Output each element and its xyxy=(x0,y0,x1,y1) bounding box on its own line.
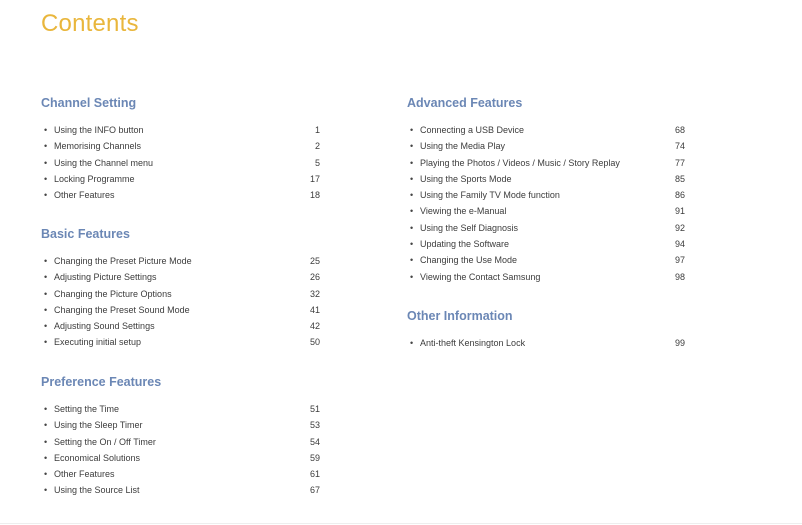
toc-entry[interactable] xyxy=(41,334,321,350)
toc-entry-page[interactable]: 53 xyxy=(309,420,320,431)
toc-entry[interactable] xyxy=(41,187,321,203)
toc-list xyxy=(41,401,321,499)
section-heading: Basic Features xyxy=(41,227,130,241)
toc-entry[interactable] xyxy=(41,155,321,171)
toc-entry[interactable] xyxy=(41,253,321,269)
section-other-information xyxy=(407,308,685,348)
toc-entry-page[interactable]: 26 xyxy=(309,272,320,283)
bullet-icon: • xyxy=(44,157,48,168)
toc-entry-label[interactable]: Executing initial setup xyxy=(54,337,142,348)
toc-entry-label[interactable]: Using the Media Play xyxy=(420,141,506,152)
toc-entry-label[interactable]: Setting the Time xyxy=(54,404,120,414)
toc-entry-page[interactable]: 1 xyxy=(314,125,320,135)
toc-entry-page[interactable]: 86 xyxy=(674,190,685,201)
toc-entry-label[interactable]: Adjusting Sound Settings xyxy=(54,321,155,332)
toc-list xyxy=(407,335,687,351)
bullet-icon: • xyxy=(44,337,48,348)
bullet-icon: • xyxy=(44,125,48,135)
toc-entry-label[interactable]: Using the Sleep Timer xyxy=(54,420,143,431)
toc-entry-label[interactable]: Changing the Preset Picture Mode xyxy=(54,256,192,266)
toc-list xyxy=(41,253,321,351)
section-basic-features xyxy=(41,226,320,348)
toc-entry[interactable] xyxy=(407,220,687,236)
bullet-icon: • xyxy=(44,485,48,496)
bullet-icon: • xyxy=(410,190,414,201)
bullet-icon: • xyxy=(44,420,48,431)
toc-entry-page[interactable]: 41 xyxy=(309,304,320,315)
toc-entry-label[interactable]: Other Features xyxy=(54,190,115,201)
toc-entry-page[interactable]: 98 xyxy=(674,271,685,282)
bullet-icon: • xyxy=(410,255,414,266)
toc-entry-page[interactable]: 5 xyxy=(314,157,320,168)
toc-entry[interactable] xyxy=(41,122,321,138)
toc-entry-label[interactable]: Playing the Photos / Videos / Music / Story Replay xyxy=(420,157,620,168)
toc-entry-page[interactable]: 25 xyxy=(309,256,320,266)
toc-entry[interactable] xyxy=(407,171,687,187)
toc-entry[interactable] xyxy=(407,335,687,351)
toc-entry-label[interactable]: Changing the Use Mode xyxy=(420,255,518,266)
bullet-icon: • xyxy=(410,206,414,217)
bullet-icon: • xyxy=(44,173,48,184)
bullet-icon: • xyxy=(410,125,414,135)
toc-entry-page[interactable]: 74 xyxy=(674,141,685,152)
toc-list xyxy=(41,122,321,203)
toc-entry-label[interactable]: Changing the Preset Sound Mode xyxy=(54,304,190,315)
section-heading: Preference Features xyxy=(41,375,162,389)
toc-entry-page[interactable]: 68 xyxy=(674,125,685,135)
toc-entry[interactable] xyxy=(41,450,321,466)
toc-entry-label[interactable]: Memorising Channels xyxy=(54,141,142,152)
page-title: Contents xyxy=(41,10,139,37)
toc-entry-label[interactable]: Using the Self Diagnosis xyxy=(420,222,519,233)
toc-entry[interactable] xyxy=(407,236,687,252)
toc-entry-page[interactable]: 85 xyxy=(674,173,685,184)
section-channel-setting xyxy=(41,95,320,201)
bullet-icon: • xyxy=(44,321,48,332)
toc-entry[interactable] xyxy=(41,138,321,154)
bullet-icon: • xyxy=(410,173,414,184)
toc-entry[interactable] xyxy=(41,401,321,417)
toc-entry-page[interactable]: 50 xyxy=(309,337,320,348)
toc-entry[interactable] xyxy=(41,171,321,187)
bullet-icon: • xyxy=(44,452,48,463)
toc-entry-page[interactable]: 2 xyxy=(314,141,320,152)
toc-entry-page[interactable]: 32 xyxy=(309,288,320,299)
footer-divider xyxy=(0,523,802,524)
toc-entry-label[interactable]: Using the Channel menu xyxy=(54,157,154,168)
toc-entry-label[interactable]: Anti-theft Kensington Lock xyxy=(420,338,526,348)
toc-entry-label[interactable]: Updating the Software xyxy=(420,239,510,250)
toc-entry-page[interactable]: 77 xyxy=(674,157,685,168)
bullet-icon: • xyxy=(44,288,48,299)
toc-entry-label[interactable]: Locking Programme xyxy=(54,173,135,184)
toc-list xyxy=(407,122,687,285)
section-preference-features xyxy=(41,374,320,496)
toc-entry-page[interactable]: 54 xyxy=(309,436,320,447)
bullet-icon: • xyxy=(44,404,48,414)
section-heading: Channel Setting xyxy=(41,96,137,110)
toc-entry[interactable] xyxy=(407,203,687,219)
bullet-icon: • xyxy=(410,141,414,152)
toc-entry-label[interactable]: Connecting a USB Device xyxy=(420,125,525,135)
toc-entry-page[interactable]: 59 xyxy=(309,452,320,463)
toc-entry[interactable] xyxy=(41,302,321,318)
toc-entry-label[interactable]: Using the Sports Mode xyxy=(420,173,512,184)
toc-entry-label[interactable]: Other Features xyxy=(54,469,115,480)
toc-entry-label[interactable]: Adjusting Picture Settings xyxy=(54,272,157,283)
bullet-icon: • xyxy=(44,141,48,152)
toc-entry-label[interactable]: Setting the On / Off Timer xyxy=(54,436,156,447)
toc-entry[interactable] xyxy=(41,318,321,334)
toc-entry-page[interactable]: 97 xyxy=(674,255,685,266)
bullet-icon: • xyxy=(44,190,48,201)
toc-entry[interactable] xyxy=(407,122,687,138)
toc-entry-page[interactable]: 51 xyxy=(309,404,320,414)
bullet-icon: • xyxy=(44,272,48,283)
bullet-icon: • xyxy=(410,157,414,168)
toc-entry[interactable] xyxy=(41,466,321,482)
section-advanced-features xyxy=(407,95,685,282)
toc-entry[interactable] xyxy=(407,155,687,171)
toc-entry-page[interactable]: 91 xyxy=(674,206,685,217)
toc-entry-page[interactable]: 92 xyxy=(674,222,685,233)
section-heading: Other Information xyxy=(407,309,513,323)
bullet-icon: • xyxy=(410,338,414,348)
toc-entry-page[interactable]: 99 xyxy=(674,338,685,348)
toc-entry-page[interactable]: 67 xyxy=(309,485,320,496)
toc-entry-page[interactable]: 94 xyxy=(674,239,685,250)
toc-entry[interactable] xyxy=(407,269,687,285)
toc-entry[interactable] xyxy=(407,252,687,268)
toc-entry-label[interactable]: Changing the Picture Options xyxy=(54,288,172,299)
toc-entry-label[interactable]: Viewing the Contact Samsung xyxy=(420,271,541,282)
toc-entry[interactable] xyxy=(41,417,321,433)
toc-entry[interactable] xyxy=(407,138,687,154)
toc-entry[interactable] xyxy=(41,269,321,285)
toc-entry-label[interactable]: Using the Family TV Mode function xyxy=(420,190,560,201)
toc-entry-label[interactable]: Economical Solutions xyxy=(54,452,141,463)
bullet-icon: • xyxy=(410,239,414,250)
bullet-icon: • xyxy=(44,256,48,266)
bullet-icon: • xyxy=(44,304,48,315)
bullet-icon: • xyxy=(410,222,414,233)
toc-entry[interactable] xyxy=(41,482,321,498)
toc-entry-label[interactable]: Viewing the e-Manual xyxy=(420,206,507,217)
bullet-icon: • xyxy=(410,271,414,282)
bullet-icon: • xyxy=(44,469,48,480)
toc-entry-label[interactable]: Using the Source List xyxy=(54,485,140,496)
toc-entry-label[interactable]: Using the INFO button xyxy=(54,125,144,135)
toc-entry[interactable] xyxy=(41,434,321,450)
bullet-icon: • xyxy=(44,436,48,447)
toc-entry[interactable] xyxy=(407,187,687,203)
toc-entry[interactable] xyxy=(41,286,321,302)
toc-entry-page[interactable]: 17 xyxy=(309,173,320,184)
section-heading: Advanced Features xyxy=(407,96,523,110)
toc-entry-page[interactable]: 61 xyxy=(309,469,320,480)
toc-entry-page[interactable]: 42 xyxy=(309,321,320,332)
toc-entry-page[interactable]: 18 xyxy=(309,190,320,201)
